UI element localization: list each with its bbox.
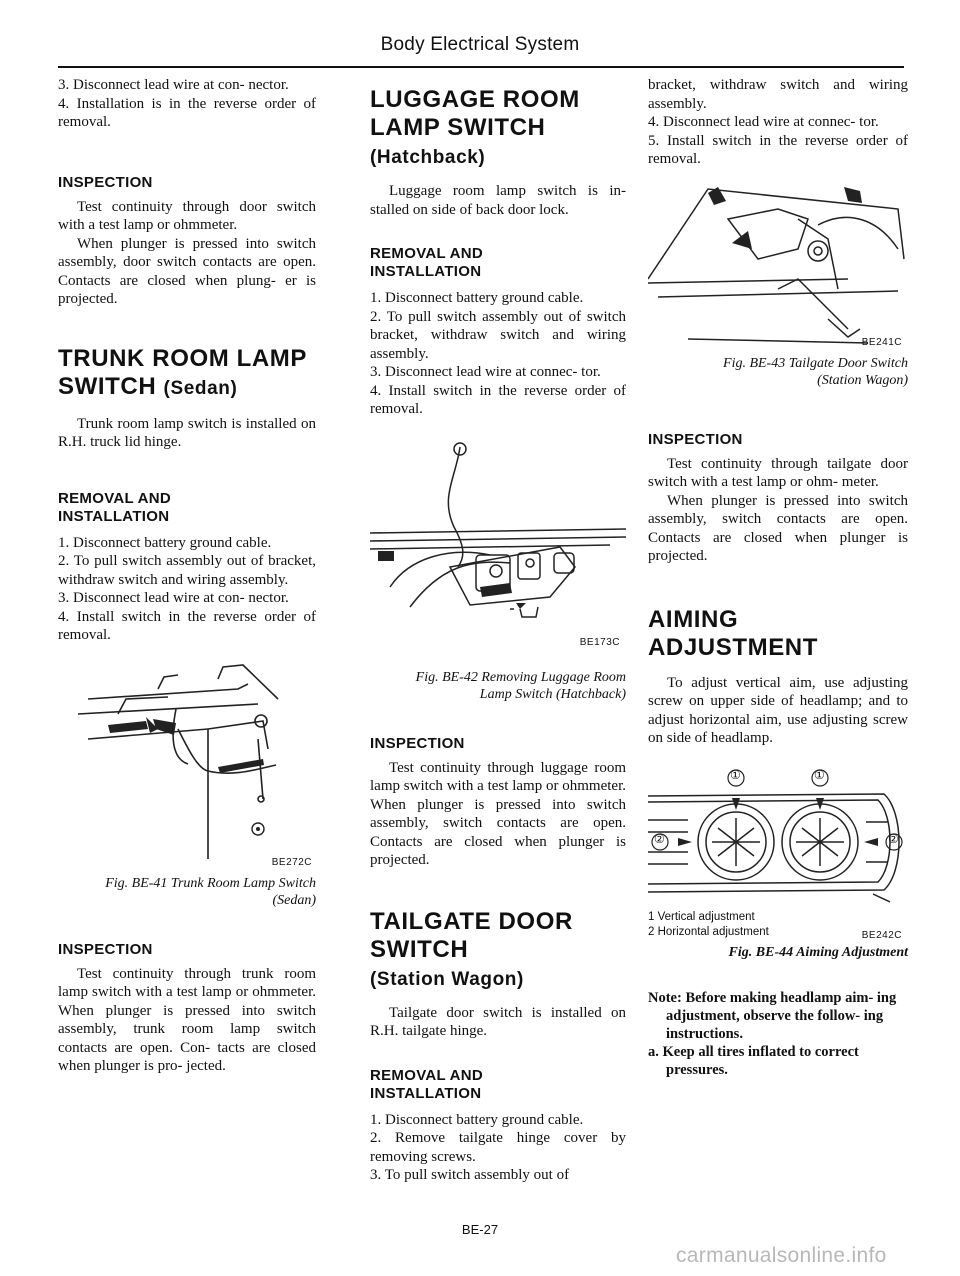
step: 1. Disconnect battery ground cable. bbox=[370, 290, 584, 306]
step: 4. Disconnect lead wire at connec- tor. bbox=[648, 114, 879, 130]
step: 3. Disconnect lead wire at con- nector. bbox=[58, 590, 289, 606]
title-line: AIMING bbox=[648, 605, 739, 633]
section-heading: INSPECTION bbox=[648, 430, 743, 448]
title-line: TAILGATE DOOR bbox=[370, 907, 573, 935]
legend-item: 2 Horizontal adjustment bbox=[648, 925, 769, 938]
paragraph: Test continuity through trunk room lamp switch with a test lamp or ohmmeter. When plunger is pressed into switch assembly, trunk room lamp switch contacts are open. Con- tacts are closed when plunger is pro- jected. bbox=[58, 965, 316, 1074]
section-heading bbox=[58, 490, 316, 526]
callout-1: ① bbox=[814, 767, 825, 782]
step: 2. To pull switch assembly out of switch bracket, withdraw switch and wiring assembly. bbox=[370, 308, 626, 362]
figure-code: BE173C bbox=[579, 636, 620, 648]
heading-line: REMOVAL AND bbox=[370, 245, 484, 262]
headlamp-illustration bbox=[648, 762, 908, 910]
section-title bbox=[370, 908, 626, 994]
header-rule bbox=[58, 66, 904, 68]
step: 3. To pull switch assembly out of bbox=[370, 1167, 570, 1183]
note-item: a. Keep all tires inflated to correct pressures. bbox=[648, 1043, 859, 1078]
figure-code: BE242C bbox=[861, 929, 902, 941]
caption-line: (Sedan) bbox=[272, 892, 316, 908]
title-sub: (Sedan) bbox=[163, 377, 238, 399]
heading-line: INSTALLATION bbox=[58, 507, 170, 525]
step: 2. To pull switch assembly out of bracket, withdraw switch and wiring assembly. bbox=[58, 553, 316, 588]
section-title bbox=[648, 606, 908, 662]
luggage-switch-illustration bbox=[370, 437, 626, 669]
step: 4. Installation is in the reverse order of removal. bbox=[58, 95, 316, 130]
step: 2. Remove tailgate hinge cover by removing screws. bbox=[370, 1130, 626, 1165]
step: 1. Disconnect battery ground cable. bbox=[370, 1111, 584, 1128]
page-header: Body Electrical System bbox=[380, 34, 580, 55]
title-line: LAMP SWITCH bbox=[370, 114, 546, 141]
title-sub: (Hatchback) bbox=[370, 147, 486, 168]
title-line: SWITCH bbox=[58, 372, 157, 400]
caption-line: Lamp Switch (Hatchback) bbox=[479, 686, 626, 702]
tailgate-switch-illustration bbox=[648, 179, 908, 355]
figure-caption bbox=[370, 669, 626, 703]
note: Note: Before making headlamp aim- ing adjustment, observe the follow- ing instructions. bbox=[648, 989, 897, 1042]
trunk-switch-illustration bbox=[58, 659, 316, 859]
paragraph: Test continuity through luggage room lamp switch with a test lamp or ohmmeter. When plunger is pressed into switch assembly, switch contacts are open. Contacts are closed when plunger is projected. bbox=[370, 759, 626, 868]
step: 5. Install switch in the reverse order of removal. bbox=[648, 132, 908, 167]
page-number: BE-27 bbox=[461, 1222, 499, 1237]
figure-code: BE241C bbox=[861, 336, 902, 348]
caption-line: Fig. BE-41 Trunk Room Lamp Switch bbox=[105, 875, 316, 891]
title-line: ADJUSTMENT bbox=[648, 633, 819, 661]
caption-line: Fig. BE-43 Tailgate Door Switch bbox=[723, 355, 908, 371]
step: 4. Install switch in the reverse order of removal. bbox=[370, 382, 626, 417]
paragraph: Trunk room lamp switch is installed on R.H. truck lid hinge. bbox=[58, 415, 316, 450]
legend-item: 1 Vertical adjustment bbox=[648, 910, 755, 923]
figure-tailgate-switch bbox=[648, 179, 908, 355]
paragraph: Luggage room lamp switch is in- stalled on side of back door lock. bbox=[370, 183, 626, 218]
heading-line: INSTALLATION bbox=[370, 263, 482, 280]
figure-caption bbox=[58, 875, 316, 909]
step: 1. Disconnect battery ground cable. bbox=[58, 534, 272, 551]
paragraph: When plunger is pressed into switch assembly, door switch contacts are open. Contacts are closed when plung- er is projected. bbox=[58, 235, 316, 307]
paragraph: bracket, withdraw switch and wiring assembly. bbox=[648, 77, 908, 112]
column-3 bbox=[648, 76, 908, 1079]
callout-2: ② bbox=[654, 831, 665, 846]
figure-caption: Fig. BE-44 Aiming Adjustment bbox=[728, 944, 908, 960]
figure-legend bbox=[648, 910, 908, 944]
step: 4. Install switch in the reverse order of removal. bbox=[58, 608, 316, 643]
figure-caption bbox=[648, 355, 908, 389]
paragraph: Test continuity through door switch with a test lamp or ohmmeter. bbox=[58, 198, 316, 233]
title-line: SWITCH bbox=[370, 935, 469, 963]
title-line: LUGGAGE ROOM bbox=[370, 86, 580, 113]
step: 3. Disconnect lead wire at connec- tor. bbox=[370, 364, 601, 380]
caption-line: Fig. BE-42 Removing Luggage Room bbox=[415, 669, 626, 685]
column-2 bbox=[370, 86, 626, 1185]
paragraph: To adjust vertical aim, use adjusting screw on upper side of headlamp; and to adjust horizontal aim, use adjusting screw on side of headlamp. bbox=[648, 674, 908, 746]
title-sub: (Station Wagon) bbox=[370, 968, 524, 990]
caption-line: (Station Wagon) bbox=[817, 372, 908, 388]
title-line: TRUNK ROOM LAMP bbox=[58, 344, 307, 372]
column-1 bbox=[58, 76, 316, 1076]
step: 3. Disconnect lead wire at con- nector. bbox=[58, 77, 289, 93]
paragraph: Test continuity through tailgate door switch with a test lamp or ohm- meter. bbox=[648, 455, 908, 490]
figure-code: BE272C bbox=[271, 856, 312, 868]
section-heading: INSPECTION bbox=[370, 734, 465, 752]
heading-line: REMOVAL AND bbox=[370, 1066, 484, 1084]
figure-trunk-switch bbox=[58, 659, 316, 879]
section-title bbox=[370, 86, 626, 172]
heading-line: INSTALLATION bbox=[370, 1084, 482, 1102]
figure-aiming-adjustment bbox=[648, 762, 908, 910]
callout-2: ② bbox=[888, 831, 899, 846]
section-heading bbox=[370, 245, 626, 281]
paragraph: When plunger is pressed into switch assembly, switch contacts are open. Contacts are closed when plunger is projected. bbox=[648, 492, 908, 564]
section-title bbox=[58, 345, 316, 403]
watermark: carmanualsonline.info bbox=[676, 1244, 887, 1267]
section-heading: INSPECTION bbox=[58, 173, 153, 191]
section-heading bbox=[370, 1067, 626, 1103]
heading-line: REMOVAL AND bbox=[58, 489, 172, 507]
section-heading: INSPECTION bbox=[58, 940, 153, 958]
callout-1: ① bbox=[730, 767, 741, 782]
paragraph: Tailgate door switch is installed on R.H. tailgate hinge. bbox=[370, 1004, 626, 1039]
figure-luggage-switch bbox=[370, 437, 626, 669]
